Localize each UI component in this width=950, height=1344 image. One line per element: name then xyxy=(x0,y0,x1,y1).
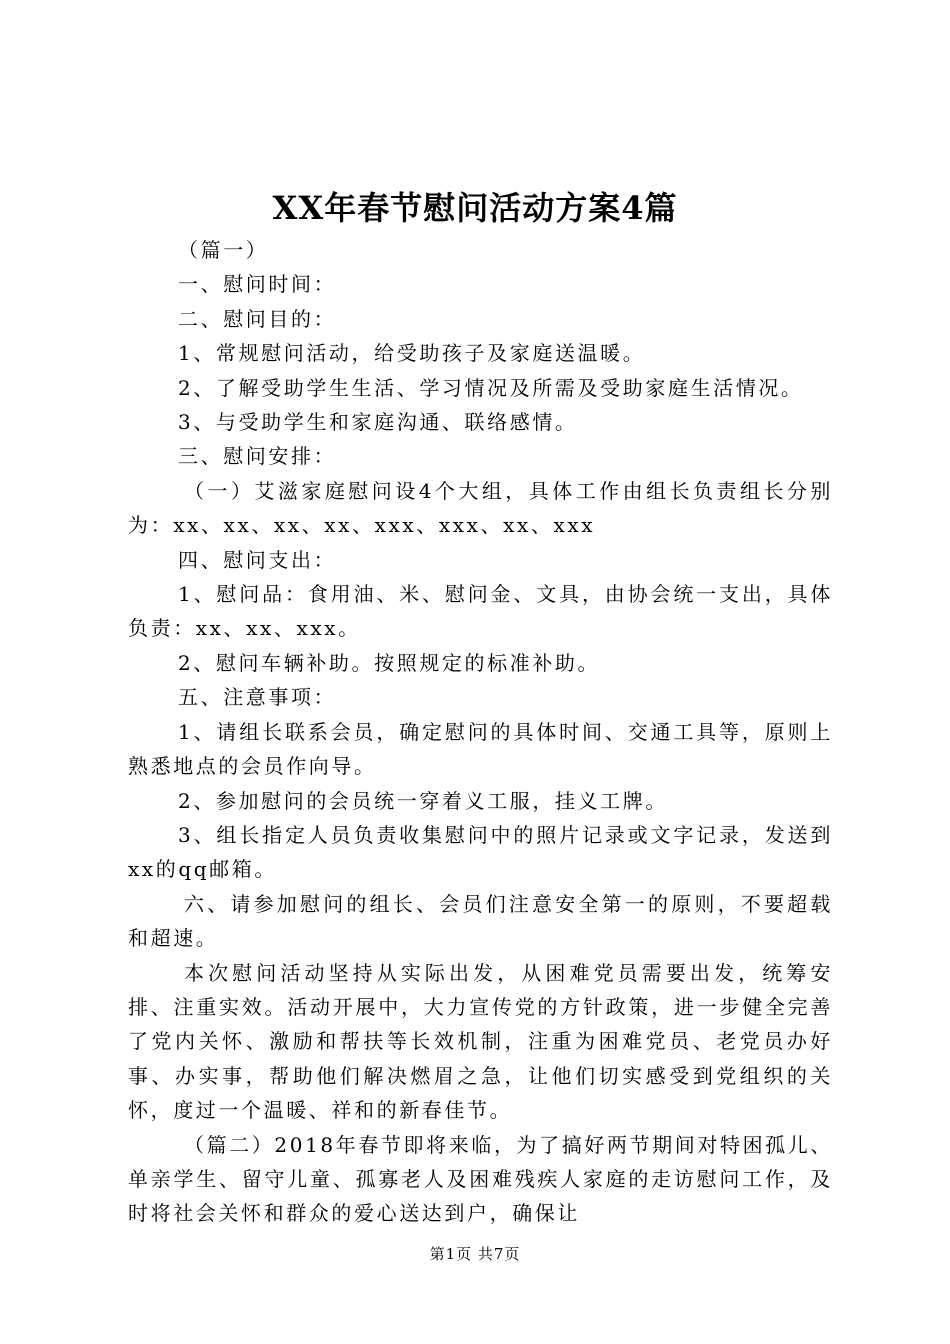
paragraph-visit-arrangement: 三、慰问安排： xyxy=(178,444,337,469)
page-number-footer: 第1页 共7页 xyxy=(429,1245,521,1263)
paragraph-notes-item-2: 2、参加慰问的会员统一穿着义工服，挂义工牌。 xyxy=(178,788,668,813)
paragraph-notes: 五、注意事项： xyxy=(178,685,337,710)
paragraph-visit-expenses: 四、慰问支出： xyxy=(178,547,337,572)
paragraph-summary: 本次慰问活动坚持从实际出发，从困难党员需要出发，统筹安排、注重实效。活动开展中，大力宣传党的方针政策，进一步健全完善了党内关怀、激励和帮扶等长效机制，注重为困难党员、老党员办好事、办实事，帮助他们解决燃眉之急，让他们切实感受到党组织的关怀，度过一个温暖、祥和的新春佳节。 xyxy=(128,960,833,1123)
paragraph-part-two-intro: （篇二）2018年春节即将来临，为了搞好两节期间对特困孤儿、单亲学生、留守儿童、孤寡老人及困难残疾人家庭的走访慰问工作，及时将社会关怀和群众的爱心送达到户，确保让 xyxy=(128,1132,833,1226)
paragraph-visit-time: 一、慰问时间： xyxy=(178,272,337,297)
paragraph-arrangement-item-1: （一）艾滋家庭慰问设4个大组，具体工作由组长负责组长分别为：xx、xx、xx、xx、xxx、xxx、xx、xxx xyxy=(128,478,833,538)
paragraph-expenses-item-2: 2、慰问车辆补助。按照规定的标准补助。 xyxy=(178,650,601,675)
document-title: XX年春节慰问活动方案4篇 xyxy=(272,189,678,227)
document-body xyxy=(128,233,833,1231)
paragraph-notes-item-1: 1、请组长联系会员，确定慰问的具体时间、交通工具等，原则上熟悉地点的会员作向导。 xyxy=(128,719,833,779)
paragraph-part-one-heading: （篇一） xyxy=(178,238,269,262)
paragraph-visit-purpose: 二、慰问目的： xyxy=(178,306,337,331)
paragraph-expenses-item-1: 1、慰问品：食用油、米、慰问金、文具，由协会统一支出，具体负责：xx、xx、xxx。 xyxy=(128,582,833,641)
paragraph-safety: 六、请参加慰问的组长、会员们注意安全第一的原则，不要超载和超速。 xyxy=(128,891,833,951)
paragraph-purpose-item-2: 2、了解受助学生生活、学习情况及所需及受助家庭生活情况。 xyxy=(178,375,804,400)
paragraph-purpose-item-3: 3、与受助学生和家庭沟通、联络感情。 xyxy=(178,410,578,435)
paragraph-purpose-item-1: 1、常规慰问活动，给受助孩子及家庭送温暖。 xyxy=(178,341,646,366)
paragraph-notes-item-3: 3、组长指定人员负责收集慰问中的照片记录或文字记录，发送到xx的qq邮箱。 xyxy=(128,822,833,882)
